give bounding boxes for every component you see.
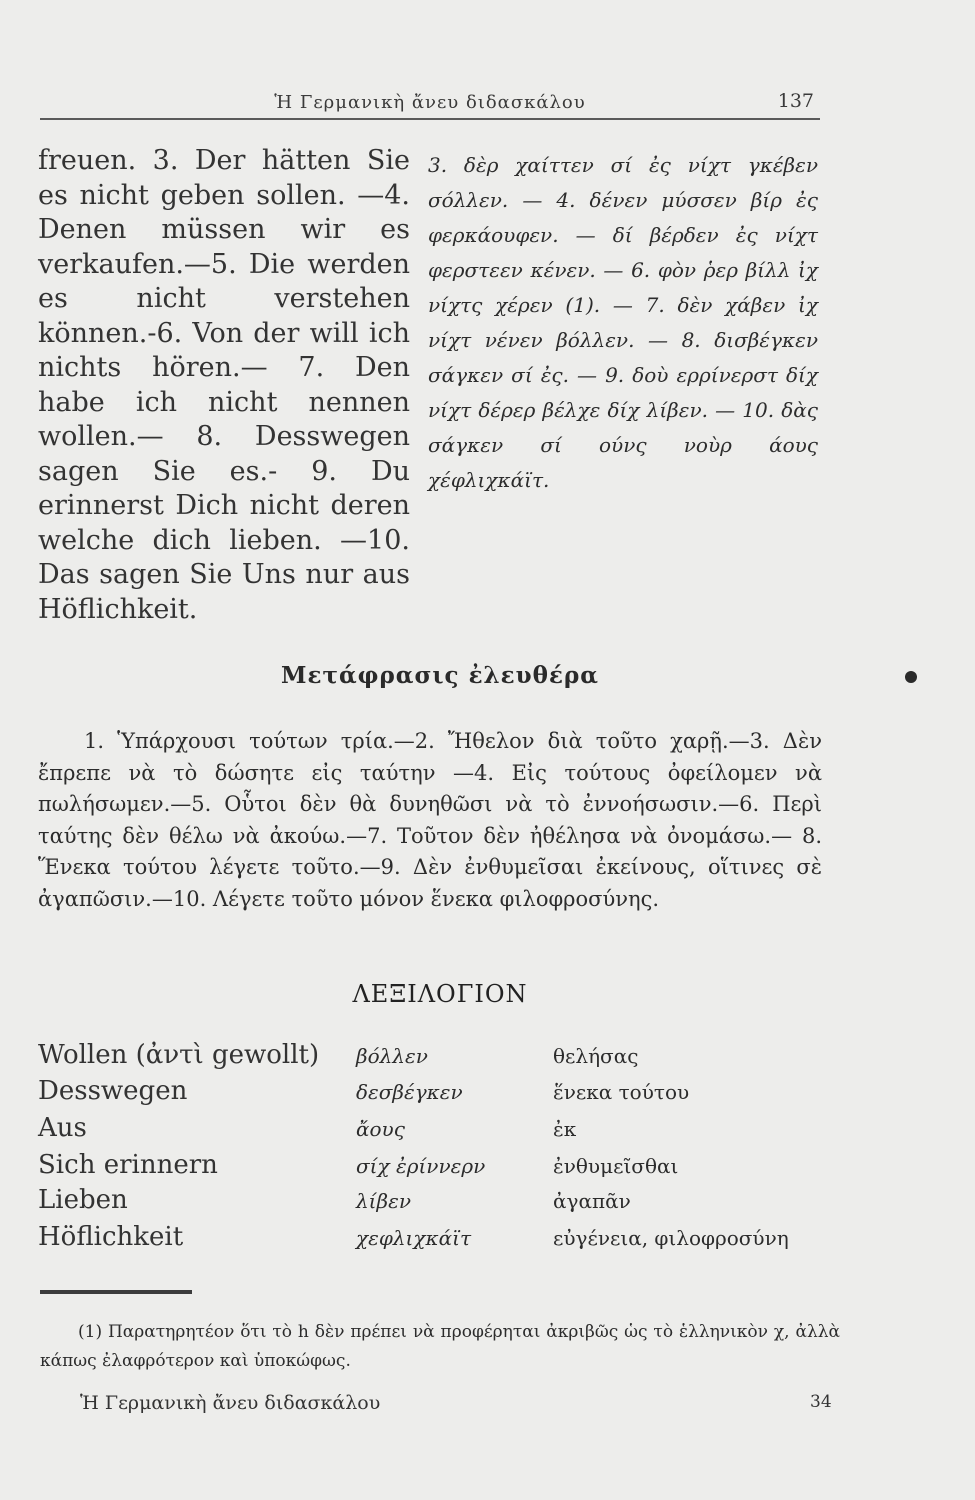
signature-title: Ἡ Γερμανικὴ ἄνευ διδασκάλου [80, 1392, 381, 1414]
vocabulary-row [38, 1076, 838, 1112]
vocab-greek: ἀγαπᾶν [553, 1189, 631, 1213]
vocabulary-heading: ΛΕΞΙΛΟΓΙΟΝ [352, 980, 528, 1008]
signature-line [40, 1392, 840, 1422]
vocab-greek: ἐνθυμεῖσθαι [553, 1154, 679, 1178]
vocab-greek: ἐκ [553, 1117, 577, 1141]
free-translation-text: 1. Ὑπάρχουσι τούτων τρία.—2. Ἤθελον διὰ τοῦτο χαρῇ.—3. Δὲν ἔπρεπε νὰ τὸ δώσητε εἰς ταύτην —4. Εἰς τούτους ὀφείλομεν νὰ πωλήσωμεν.—5. Οὗτοι δὲν θὰ δυνηθῶσι νὰ τὸ ἐννοήσωσιν.—6. Περὶ ταύτης δὲν θέλω νὰ ἀκούω.—7. Τοῦτον δὲν ἠθέλησα νὰ ὀνομάσω.— 8. Ἕνεκα τούτου λέγετε τοῦτο.—9. Δὲν ἐνθυμεῖσαι ἐκείνους, οἵτινες σὲ ἀγαπῶσιν.—10. Λέγετε τοῦτο μόνον ἕνεκα φιλοφροσύνης. [38, 729, 822, 911]
vocabulary-row [38, 1040, 838, 1076]
vocab-german: Sich erinnern [38, 1150, 218, 1180]
running-head [40, 88, 820, 120]
vocab-german: Desswegen [38, 1076, 188, 1106]
exercise-german-text: freuen. 3. Der hätten Sie es nicht geben sollen. —4. Denen müssen wir es verkaufen.—5. Die werden es nicht verstehen können.-6. Von der will ich nichts hören.— 7. Den habe ich nicht nennen wollen.— 8. Desswegen sagen Sie es.- 9. Du erinnerst Dich nicht deren welche dich lieben. —10. Das sagen Sie Uns nur aus Höflichkeit. [38, 145, 410, 625]
footnote [40, 1318, 840, 1376]
vocab-german: Aus [38, 1113, 87, 1143]
free-translation-heading: Μετάφρασις ἐλευθέρα [281, 662, 599, 689]
free-translation-section [38, 726, 822, 915]
vocab-pronunciation: σίχ ἐρίννερν [356, 1154, 486, 1178]
vocab-pronunciation: λίβεν [356, 1189, 411, 1213]
signature-mark: 34 [810, 1392, 832, 1412]
page-number: 137 [777, 90, 814, 112]
vocabulary-row [38, 1113, 838, 1149]
vocab-german: Wollen (ἀντὶ gewollt) [38, 1040, 320, 1070]
vocab-pronunciation: βόλλεν [356, 1044, 428, 1068]
vocab-pronunciation: ἄους [356, 1117, 405, 1141]
running-title: Ἡ Γερμανικὴ ἄνευ διδασκάλου [274, 92, 586, 113]
margin-dot [905, 671, 917, 683]
footnote-text: (1) Παρατηρητέον ὅτι τὸ h δὲν πρέπει νὰ προφέρηται ἀκριβῶς ὡς τὸ ἑλληνικὸν χ, ἀλλὰ κάπως ἐλαφρότερον καὶ ὑποκώφως. [40, 1322, 840, 1371]
vocab-greek: εὐγένεια, φιλοφροσύνη [553, 1226, 789, 1250]
vocabulary-row [38, 1150, 838, 1186]
vocab-greek: ἕνεκα τούτου [553, 1080, 690, 1104]
exercise-german-column [38, 144, 410, 627]
exercise-pronunciation-column [428, 148, 818, 498]
vocab-pronunciation: δεσβέγκεν [356, 1080, 463, 1104]
vocabulary-row [38, 1222, 838, 1258]
exercise-pronunciation-text: 3. δὲρ χαίττεν σί ἐς νίχτ γκέβεν σόλλεν. — 4. δένεν μύσσεν βίρ ἐς φερκάουφεν. — δί βέρδεν ἐς νίχτ φερστεεν κένεν. — 6. φὸν ῥερ βίλλ ἰχ νίχτς χέρεν (1). — 7. δὲν χάβεν ἰχ νίχτ νένεν βόλλεν. — 8. δισβέγκεν σάγκεν σί ἐς. — 9. δοὺ ερρίνερστ δίχ νίχτ δέρερ βέλχε δίχ λίβεν. — 10. δὰς σάγκεν σί ούνς νοὺρ άους χέφλιχκάϊτ. [428, 153, 818, 492]
vocabulary-row [38, 1185, 838, 1221]
footnote-rule [40, 1290, 192, 1294]
vocab-german: Lieben [38, 1185, 128, 1215]
vocab-german: Höflichkeit [38, 1222, 184, 1252]
vocab-pronunciation: χεφλιχκάϊτ [356, 1226, 472, 1250]
vocab-greek: θελήσας [553, 1044, 639, 1068]
